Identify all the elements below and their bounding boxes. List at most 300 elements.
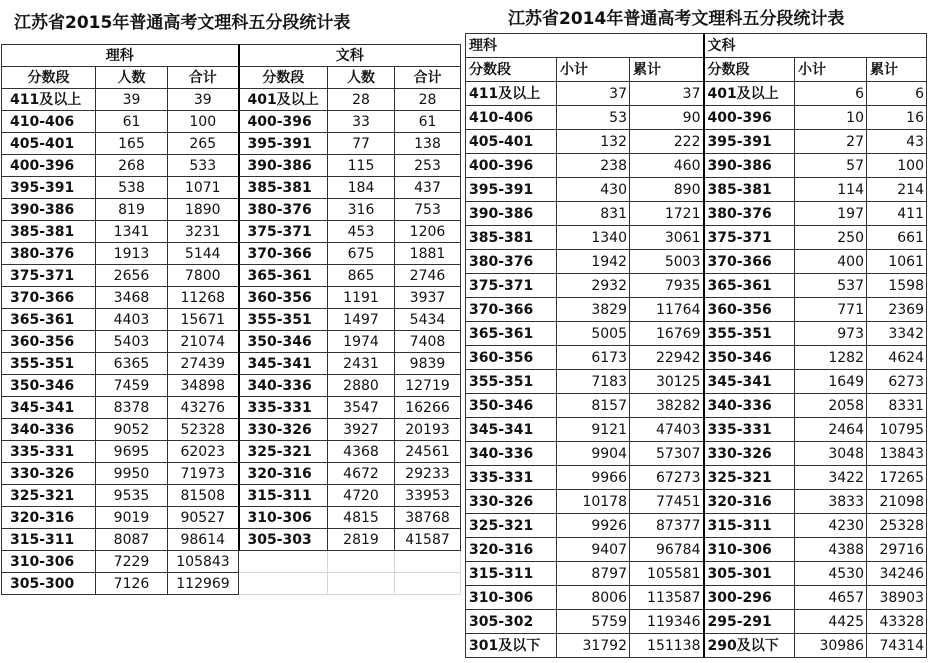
score-band-cell: 305-302: [466, 610, 557, 634]
count-cell: 30986: [795, 634, 867, 658]
count-cell: 8797: [557, 562, 630, 586]
count-cell: 253: [395, 155, 461, 177]
count-cell: 7935: [630, 274, 704, 298]
group-header-row: [466, 34, 927, 58]
table-row: [2, 243, 461, 265]
count-cell: 9407: [557, 538, 630, 562]
score-band-cell: 340-336: [466, 442, 557, 466]
table-row: [466, 442, 927, 466]
count-cell: 37: [557, 82, 630, 106]
count-cell: 3048: [795, 442, 867, 466]
count-cell: 67273: [630, 466, 704, 490]
score-band-cell: 335-331: [2, 441, 96, 463]
count-cell: 7229: [96, 551, 168, 573]
count-cell: 41587: [395, 529, 461, 551]
table-row: [466, 514, 927, 538]
score-band-cell: 380-376: [2, 243, 96, 265]
count-cell: 460: [630, 154, 704, 178]
score-band-cell: 350-346: [2, 375, 96, 397]
count-cell: [395, 573, 461, 595]
count-cell: 151138: [630, 634, 704, 658]
score-band-cell: 405-401: [2, 133, 96, 155]
count-cell: 16: [867, 106, 927, 130]
score-band-cell: 295-291: [704, 610, 795, 634]
count-cell: 4368: [328, 441, 395, 463]
count-cell: 22942: [630, 346, 704, 370]
table-row: [2, 507, 461, 529]
score-band-cell: 411及以上: [466, 82, 557, 106]
table-row: [2, 155, 461, 177]
column-header-row: [466, 58, 927, 82]
count-cell: 4815: [328, 507, 395, 529]
count-cell: 973: [795, 322, 867, 346]
count-cell: 437: [395, 177, 461, 199]
score-band-cell: 390-386: [239, 155, 328, 177]
score-band-cell: 360-356: [704, 298, 795, 322]
score-band-cell: 305-303: [239, 529, 328, 551]
score-band-cell: 355-351: [704, 322, 795, 346]
score-band-cell: 345-341: [466, 418, 557, 442]
table-row: [466, 586, 927, 610]
count-cell: 9950: [96, 463, 168, 485]
count-cell: 753: [395, 199, 461, 221]
count-cell: 87377: [630, 514, 704, 538]
count-cell: 771: [795, 298, 867, 322]
count-cell: 6173: [557, 346, 630, 370]
score-band-cell: 360-356: [239, 287, 328, 309]
count-cell: 238: [557, 154, 630, 178]
count-cell: 9535: [96, 485, 168, 507]
table-row: [466, 250, 927, 274]
score-band-cell: 330-326: [466, 490, 557, 514]
group-label-wen: 文科: [704, 34, 927, 58]
count-cell: 119346: [630, 610, 704, 634]
column-header-row: [2, 67, 461, 89]
table-row: [2, 89, 461, 111]
score-band-cell: 345-341: [2, 397, 96, 419]
score-band-cell: 400-396: [704, 106, 795, 130]
count-cell: 9926: [557, 514, 630, 538]
count-cell: 38282: [630, 394, 704, 418]
table-row: [466, 178, 927, 202]
count-cell: 9904: [557, 442, 630, 466]
count-cell: 5005: [557, 322, 630, 346]
count-cell: 2746: [395, 265, 461, 287]
score-band-cell: 350-346: [466, 394, 557, 418]
score-band-cell: 305-300: [2, 573, 96, 595]
score-band-cell: 340-336: [704, 394, 795, 418]
table-row: [466, 322, 927, 346]
score-band-cell: [239, 551, 328, 573]
score-band-cell: 315-311: [239, 485, 328, 507]
count-cell: 831: [557, 202, 630, 226]
count-cell: 1721: [630, 202, 704, 226]
score-band-cell: 301及以下: [466, 634, 557, 658]
count-cell: 2932: [557, 274, 630, 298]
count-cell: 4403: [96, 309, 168, 331]
count-cell: 2431: [328, 353, 395, 375]
count-cell: 430: [557, 178, 630, 202]
count-cell: 27439: [168, 353, 239, 375]
count-cell: 1071: [168, 177, 239, 199]
count-cell: 39: [168, 89, 239, 111]
count-cell: 400: [795, 250, 867, 274]
table-row: [2, 397, 461, 419]
count-cell: 2464: [795, 418, 867, 442]
score-band-cell: 365-361: [239, 265, 328, 287]
count-cell: 2058: [795, 394, 867, 418]
count-cell: 865: [328, 265, 395, 287]
count-cell: 316: [328, 199, 395, 221]
count-cell: 81508: [168, 485, 239, 507]
count-cell: 1191: [328, 287, 395, 309]
table-row: [466, 274, 927, 298]
count-cell: 61: [395, 111, 461, 133]
count-cell: 98614: [168, 529, 239, 551]
column-header: 累计: [630, 58, 704, 82]
count-cell: 8331: [867, 394, 927, 418]
count-cell: 112969: [168, 573, 239, 595]
table-2015-title: 江苏省2015年普通高考文理科五分段统计表: [14, 13, 351, 33]
count-cell: 5403: [96, 331, 168, 353]
count-cell: 537: [795, 274, 867, 298]
count-cell: 197: [795, 202, 867, 226]
count-cell: 2656: [96, 265, 168, 287]
score-band-cell: 340-336: [2, 419, 96, 441]
count-cell: 3927: [328, 419, 395, 441]
score-band-cell: 330-326: [704, 442, 795, 466]
score-band-cell: 320-316: [466, 538, 557, 562]
score-band-cell: 340-336: [239, 375, 328, 397]
score-band-cell: 355-351: [2, 353, 96, 375]
count-cell: 8157: [557, 394, 630, 418]
count-cell: 90527: [168, 507, 239, 529]
column-header: 合计: [168, 67, 239, 89]
table-row: [2, 463, 461, 485]
count-cell: 21098: [867, 490, 927, 514]
count-cell: 43276: [168, 397, 239, 419]
score-band-cell: 370-366: [704, 250, 795, 274]
count-cell: 10: [795, 106, 867, 130]
score-band-cell: 300-296: [704, 586, 795, 610]
count-cell: 1340: [557, 226, 630, 250]
score-band-cell: 405-401: [466, 130, 557, 154]
group-header-row: [2, 45, 461, 67]
table-row: [2, 177, 461, 199]
count-cell: 6: [795, 82, 867, 106]
count-cell: 1598: [867, 274, 927, 298]
column-header: 分数段: [466, 58, 557, 82]
score-band-cell: 365-361: [2, 309, 96, 331]
score-band-cell: 380-376: [239, 199, 328, 221]
score-band-cell: 401及以上: [704, 82, 795, 106]
count-cell: 1649: [795, 370, 867, 394]
count-cell: 7800: [168, 265, 239, 287]
count-cell: 28: [328, 89, 395, 111]
count-cell: 265: [168, 133, 239, 155]
count-cell: 11268: [168, 287, 239, 309]
table-row: [466, 130, 927, 154]
score-band-cell: 400-396: [466, 154, 557, 178]
count-cell: 100: [867, 154, 927, 178]
count-cell: 1061: [867, 250, 927, 274]
table-row: [466, 490, 927, 514]
group-label-like: 理科: [466, 34, 704, 58]
count-cell: 52328: [168, 419, 239, 441]
count-cell: 62023: [168, 441, 239, 463]
count-cell: 5759: [557, 610, 630, 634]
table-2014-title: 江苏省2014年普通高考文理科五分段统计表: [508, 9, 845, 29]
count-cell: 1206: [395, 221, 461, 243]
count-cell: 20193: [395, 419, 461, 441]
score-band-cell: 320-316: [239, 463, 328, 485]
score-band-cell: 315-311: [2, 529, 96, 551]
score-band-cell: 370-366: [239, 243, 328, 265]
count-cell: 4657: [795, 586, 867, 610]
count-cell: 4672: [328, 463, 395, 485]
table-row: [466, 226, 927, 250]
count-cell: 114: [795, 178, 867, 202]
count-cell: 6365: [96, 353, 168, 375]
score-band-cell: 401及以上: [239, 89, 328, 111]
score-band-cell: 375-371: [466, 274, 557, 298]
count-cell: 1881: [395, 243, 461, 265]
column-header: 人数: [328, 67, 395, 89]
count-cell: 10178: [557, 490, 630, 514]
score-band-cell: 335-331: [239, 397, 328, 419]
count-cell: 1341: [96, 221, 168, 243]
count-cell: 61: [96, 111, 168, 133]
score-band-cell: 395-391: [466, 178, 557, 202]
count-cell: 9019: [96, 507, 168, 529]
score-band-cell: 375-371: [704, 226, 795, 250]
count-cell: 37: [630, 82, 704, 106]
count-cell: 3342: [867, 322, 927, 346]
score-band-cell: 350-346: [239, 331, 328, 353]
table-row: [466, 346, 927, 370]
count-cell: 38903: [867, 586, 927, 610]
count-cell: 57: [795, 154, 867, 178]
table-row: [2, 265, 461, 287]
score-band-cell: 380-376: [466, 250, 557, 274]
score-band-cell: 360-356: [466, 346, 557, 370]
count-cell: 21074: [168, 331, 239, 353]
table-row: [466, 634, 927, 658]
score-band-cell: 411及以上: [2, 89, 96, 111]
count-cell: 3468: [96, 287, 168, 309]
table-row: [2, 485, 461, 507]
count-cell: 4230: [795, 514, 867, 538]
score-band-cell: 395-391: [239, 133, 328, 155]
count-cell: 43328: [867, 610, 927, 634]
score-band-cell: 400-396: [2, 155, 96, 177]
score-band-cell: 315-311: [466, 562, 557, 586]
count-cell: 10795: [867, 418, 927, 442]
count-cell: 39: [96, 89, 168, 111]
count-cell: 250: [795, 226, 867, 250]
count-cell: 34898: [168, 375, 239, 397]
count-cell: 675: [328, 243, 395, 265]
column-header: 小计: [557, 58, 630, 82]
table-row: [466, 562, 927, 586]
score-band-cell: 390-386: [466, 202, 557, 226]
count-cell: 7459: [96, 375, 168, 397]
table-row: [2, 441, 461, 463]
table-row: [466, 154, 927, 178]
count-cell: 9966: [557, 466, 630, 490]
count-cell: 1974: [328, 331, 395, 353]
count-cell: 115: [328, 155, 395, 177]
score-band-cell: 330-326: [239, 419, 328, 441]
count-cell: 222: [630, 130, 704, 154]
table-row: [2, 551, 461, 573]
score-band-cell: 335-331: [466, 466, 557, 490]
score-band-cell: 355-351: [239, 309, 328, 331]
table-row: [2, 375, 461, 397]
score-band-cell: 395-391: [704, 130, 795, 154]
count-cell: 47403: [630, 418, 704, 442]
count-cell: 8087: [96, 529, 168, 551]
score-band-cell: 410-406: [2, 111, 96, 133]
table-2015: [1, 44, 461, 595]
count-cell: 6273: [867, 370, 927, 394]
count-cell: 29716: [867, 538, 927, 562]
score-band-cell: 310-306: [2, 551, 96, 573]
count-cell: 9121: [557, 418, 630, 442]
count-cell: 7183: [557, 370, 630, 394]
count-cell: 105581: [630, 562, 704, 586]
count-cell: 77: [328, 133, 395, 155]
count-cell: 28: [395, 89, 461, 111]
count-cell: 57307: [630, 442, 704, 466]
score-band-cell: 360-356: [2, 331, 96, 353]
score-band-cell: 410-406: [466, 106, 557, 130]
count-cell: 5144: [168, 243, 239, 265]
table-row: [2, 111, 461, 133]
score-band-cell: 290及以下: [704, 634, 795, 658]
count-cell: 13843: [867, 442, 927, 466]
table-row: [2, 353, 461, 375]
score-band-cell: 310-306: [239, 507, 328, 529]
table-row: [2, 309, 461, 331]
count-cell: 71973: [168, 463, 239, 485]
count-cell: 3829: [557, 298, 630, 322]
score-band-cell: 400-396: [239, 111, 328, 133]
score-band-cell: 365-361: [704, 274, 795, 298]
count-cell: [328, 573, 395, 595]
table-row: [2, 133, 461, 155]
count-cell: 3937: [395, 287, 461, 309]
table-row: [466, 202, 927, 226]
count-cell: 3231: [168, 221, 239, 243]
score-band-cell: 370-366: [2, 287, 96, 309]
score-band-cell: 320-316: [704, 490, 795, 514]
count-cell: 74314: [867, 634, 927, 658]
count-cell: 8006: [557, 586, 630, 610]
score-band-cell: 315-311: [704, 514, 795, 538]
count-cell: 27: [795, 130, 867, 154]
count-cell: 2819: [328, 529, 395, 551]
count-cell: 31792: [557, 634, 630, 658]
table-row: [466, 466, 927, 490]
count-cell: 8378: [96, 397, 168, 419]
score-band-cell: 365-361: [466, 322, 557, 346]
count-cell: [328, 551, 395, 573]
count-cell: 38768: [395, 507, 461, 529]
count-cell: 214: [867, 178, 927, 202]
count-cell: 4624: [867, 346, 927, 370]
table-row: [466, 298, 927, 322]
count-cell: 661: [867, 226, 927, 250]
count-cell: 53: [557, 106, 630, 130]
count-cell: 538: [96, 177, 168, 199]
table-row: [2, 199, 461, 221]
table-row: [2, 529, 461, 551]
score-band-cell: 325-321: [704, 466, 795, 490]
count-cell: 268: [96, 155, 168, 177]
score-band-cell: 395-391: [2, 177, 96, 199]
score-band-cell: 320-316: [2, 507, 96, 529]
score-band-cell: 345-341: [704, 370, 795, 394]
count-cell: 29233: [395, 463, 461, 485]
count-cell: 15671: [168, 309, 239, 331]
table-row: [466, 370, 927, 394]
count-cell: 34246: [867, 562, 927, 586]
count-cell: 25328: [867, 514, 927, 538]
count-cell: 819: [96, 199, 168, 221]
table-row: [2, 573, 461, 595]
count-cell: 4425: [795, 610, 867, 634]
score-band-cell: 375-371: [239, 221, 328, 243]
score-band-cell: [239, 573, 328, 595]
score-band-cell: 370-366: [466, 298, 557, 322]
group-label-like: 理科: [2, 45, 239, 67]
table-row: [466, 418, 927, 442]
count-cell: 96784: [630, 538, 704, 562]
count-cell: 113587: [630, 586, 704, 610]
count-cell: 5434: [395, 309, 461, 331]
score-band-cell: 385-381: [704, 178, 795, 202]
count-cell: 1913: [96, 243, 168, 265]
score-band-cell: 305-301: [704, 562, 795, 586]
score-band-cell: 355-351: [466, 370, 557, 394]
score-band-cell: 385-381: [466, 226, 557, 250]
score-band-cell: 335-331: [704, 418, 795, 442]
score-band-cell: 350-346: [704, 346, 795, 370]
count-cell: 138: [395, 133, 461, 155]
score-band-cell: 310-306: [466, 586, 557, 610]
count-cell: 33953: [395, 485, 461, 507]
count-cell: 17265: [867, 466, 927, 490]
group-label-wen: 文科: [239, 45, 461, 67]
count-cell: 3422: [795, 466, 867, 490]
count-cell: [395, 551, 461, 573]
table-row: [2, 221, 461, 243]
count-cell: 9695: [96, 441, 168, 463]
table-2014: [465, 33, 927, 658]
score-band-cell: 325-321: [2, 485, 96, 507]
table-row: [466, 610, 927, 634]
score-band-cell: 330-326: [2, 463, 96, 485]
score-band-cell: 390-386: [704, 154, 795, 178]
count-cell: 16769: [630, 322, 704, 346]
count-cell: 411: [867, 202, 927, 226]
table-row: [2, 287, 461, 309]
count-cell: 4530: [795, 562, 867, 586]
count-cell: 2369: [867, 298, 927, 322]
count-cell: 1890: [168, 199, 239, 221]
table-row: [2, 331, 461, 353]
